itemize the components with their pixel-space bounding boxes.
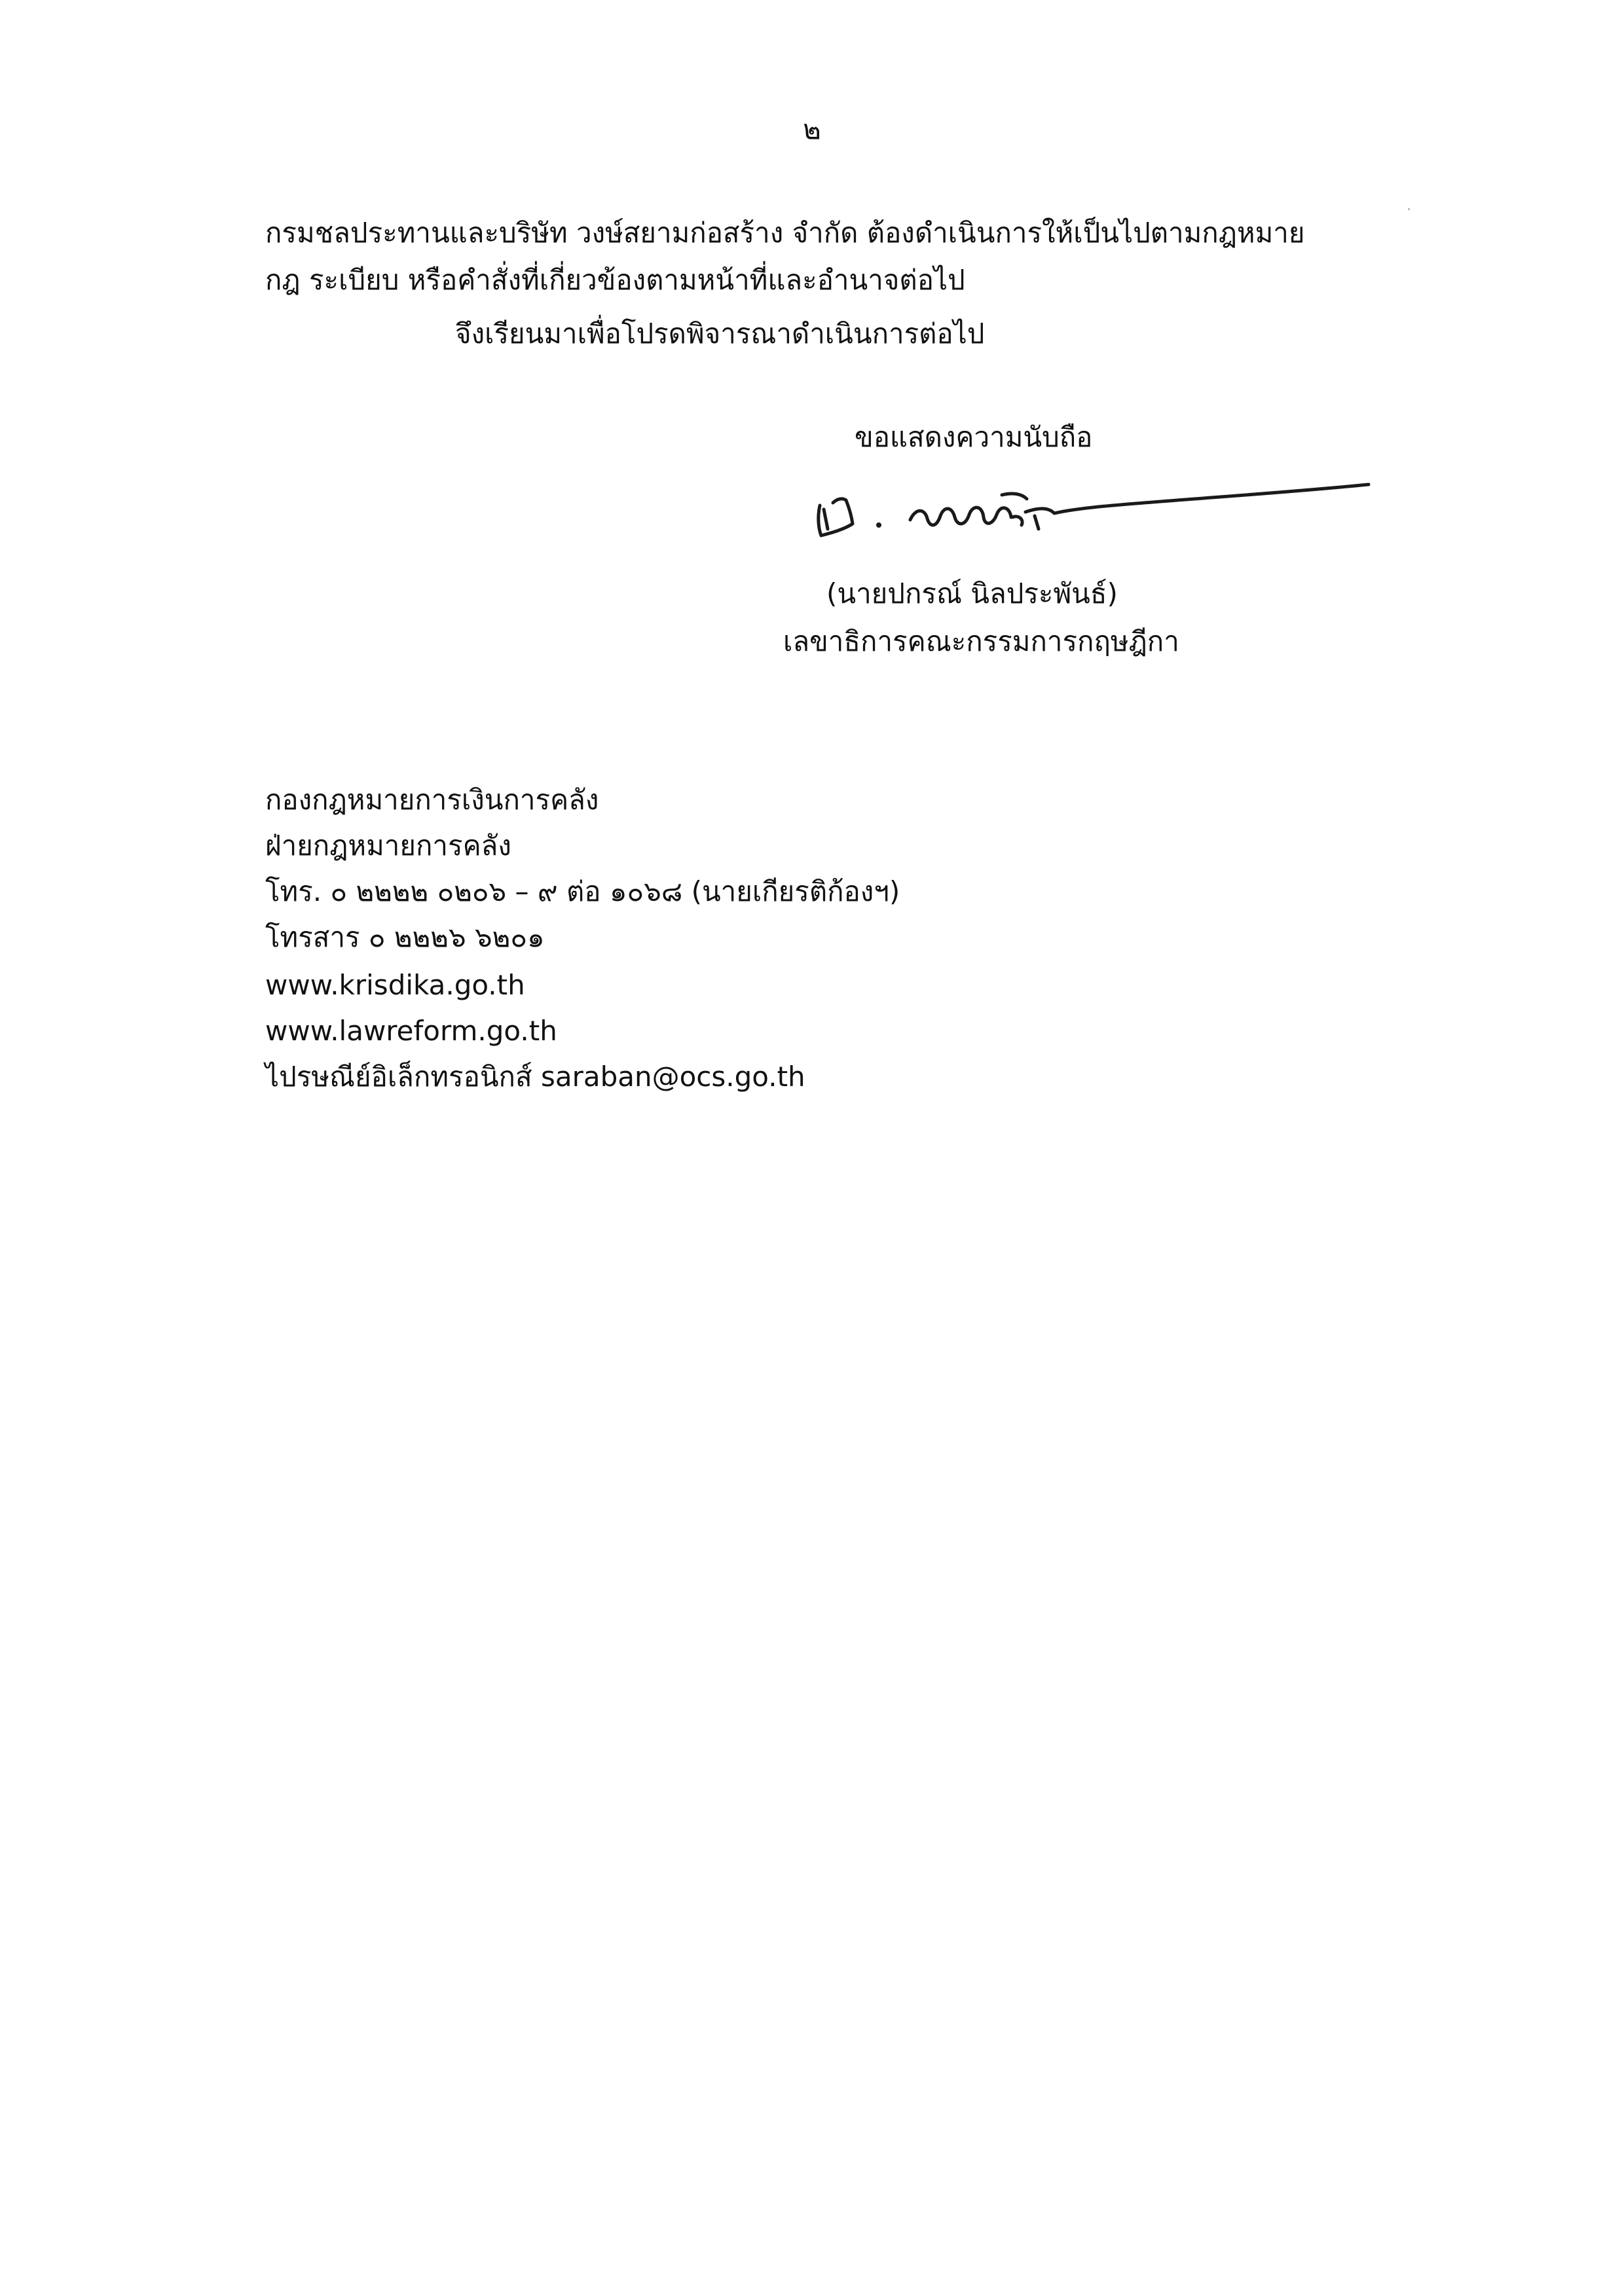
contact-website-lawreform[interactable]: www.lawreform.go.th bbox=[265, 1015, 557, 1047]
page-number: ๒ bbox=[803, 113, 821, 145]
salutation: ขอแสดงความนับถือ bbox=[855, 421, 1093, 453]
signer-name: (นายปกรณ์ นิลประพันธ์) bbox=[826, 577, 1118, 610]
contact-phone: โทร. ๐ ๒๒๒๒ ๐๒๐๖ – ๙ ต่อ ๑๐๖๘ (นายเกียรติก้องฯ) bbox=[265, 875, 900, 907]
body-paragraph-line-1: กรมชลประทานและบริษัท วงษ์สยามก่อสร้าง จำกัด ต้องดำเนินการให้เป็นไปตามกฎหมาย bbox=[265, 217, 1305, 249]
handwritten-signature-icon bbox=[805, 452, 1382, 543]
body-paragraph-line-2: กฎ ระเบียบ หรือคำสั่งที่เกี่ยวข้องตามหน้าที่และอำนาจต่อไป bbox=[265, 264, 965, 296]
contact-website-krisdika[interactable]: www.krisdika.go.th bbox=[265, 969, 525, 1001]
contact-fax: โทรสาร ๐ ๒๒๒๖ ๖๒๐๑ bbox=[265, 921, 545, 953]
contact-division: กองกฎหมายการเงินการคลัง bbox=[265, 784, 599, 816]
signer-position: เลขาธิการคณะกรรมการกฤษฎีกา bbox=[783, 625, 1179, 657]
closing-request: จึงเรียนมาเพื่อโปรดพิจารณาดำเนินการต่อไป bbox=[455, 318, 985, 350]
contact-email[interactable]: ไปรษณีย์อิเล็กทรอนิกส์ saraban@ocs.go.th bbox=[265, 1061, 805, 1093]
contact-section: ฝ่ายกฎหมายการคลัง bbox=[265, 829, 511, 862]
scan-artifact-dot bbox=[1408, 208, 1410, 210]
